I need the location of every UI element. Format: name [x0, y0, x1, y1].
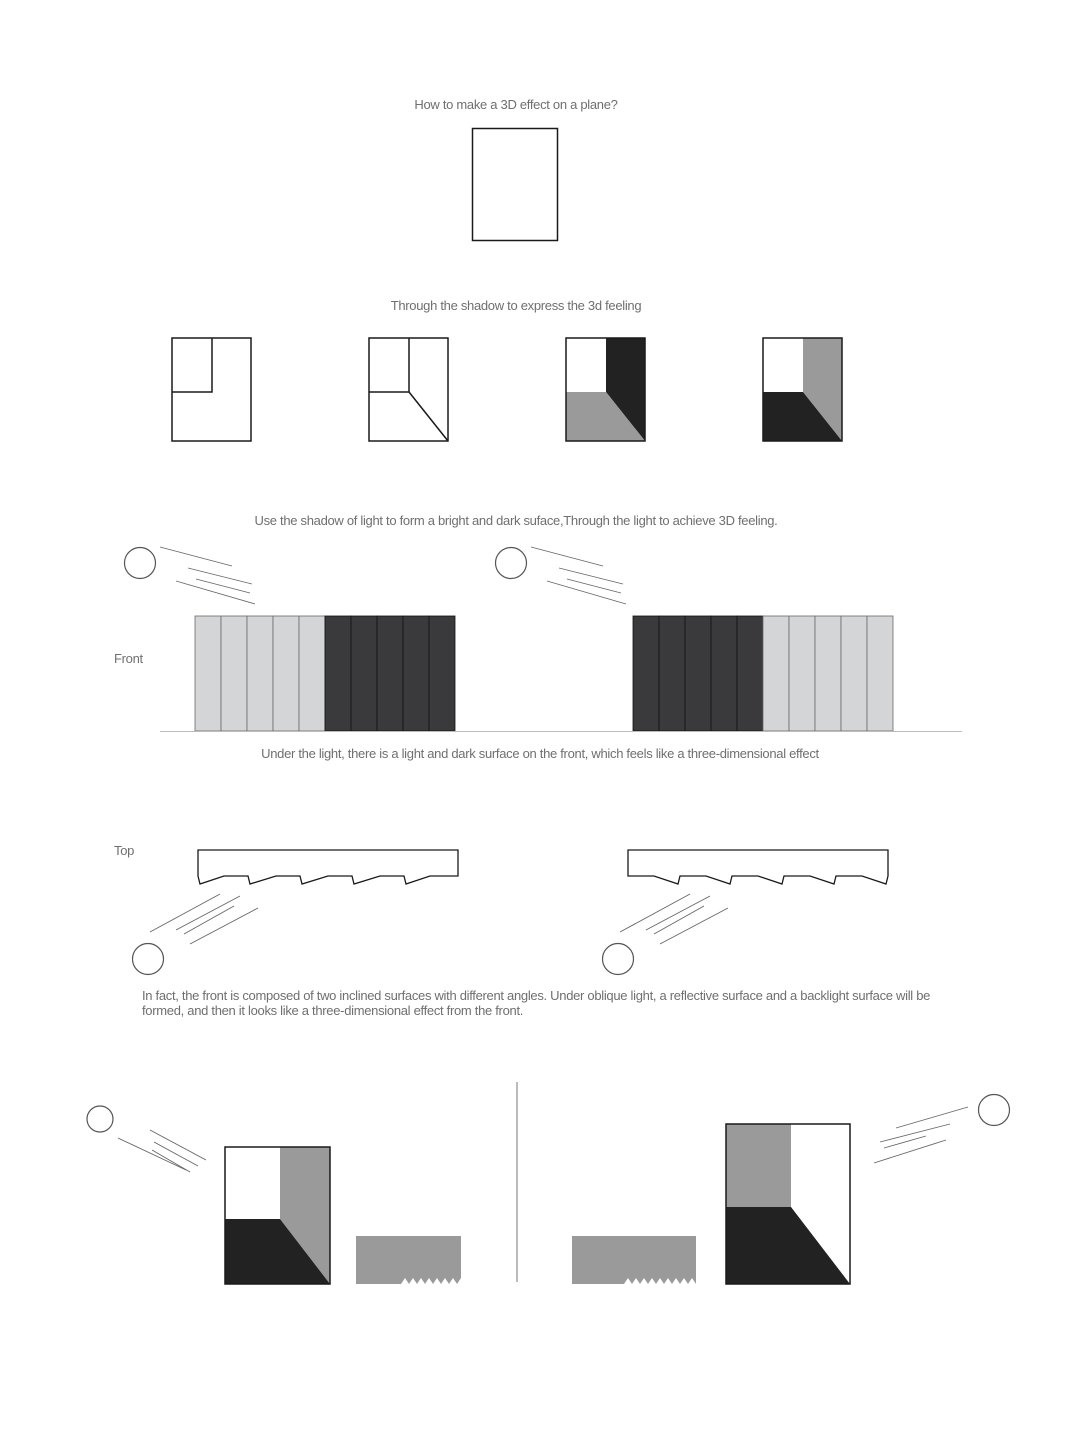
shadow-section-title: Through the shadow to express the 3d feeling [390, 298, 642, 313]
cube-right [726, 1124, 850, 1284]
plain-plane [473, 129, 558, 241]
light-source-icon [874, 1095, 1010, 1164]
fact-caption: In fact, the front is composed of two inclined surfaces with different angles. Under oblique light, a reflective surface and a backlight surface will be formed, and then it looks like a three-dimensional effect from the front. [142, 988, 931, 1018]
light-source-icon [603, 894, 729, 975]
light-source-icon [133, 894, 259, 975]
light-source-icon [125, 547, 256, 604]
top-profile-left [198, 850, 458, 884]
front-panel-right [633, 616, 893, 731]
shadow-step-2 [369, 338, 448, 441]
front-panel-left [195, 616, 455, 731]
front-label: Front [114, 651, 143, 666]
question-title: How to make a 3D effect on a plane? [414, 97, 618, 112]
shadow-step-1 [172, 338, 251, 441]
cube-left [225, 1147, 330, 1284]
top-profile-right [628, 850, 888, 884]
light-source-icon [496, 547, 627, 604]
light-source-icon [87, 1106, 206, 1172]
profile-slab-right [572, 1236, 696, 1284]
shadow-step-3 [566, 338, 645, 441]
shadow-step-4 [763, 338, 842, 441]
front-caption: Under the light, there is a light and dark surface on the front, which feels like a three-dimensional effect [261, 746, 819, 761]
light-section-title: Use the shadow of light to form a bright and dark suface,Through the light to achieve 3D feeling. [254, 513, 778, 528]
profile-slab-left [356, 1236, 461, 1284]
top-label: Top [114, 843, 135, 858]
